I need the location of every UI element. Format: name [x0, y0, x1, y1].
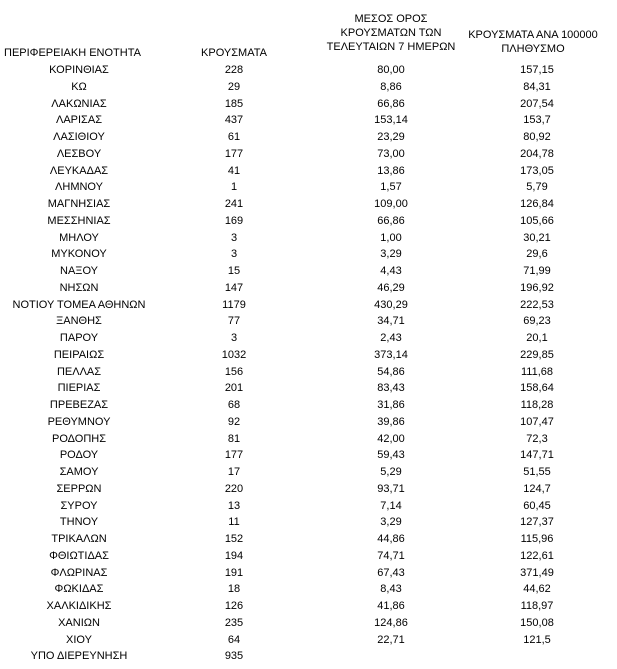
cell-avg-7-days: 31,86	[377, 399, 405, 411]
cell-cases: 185	[224, 97, 244, 110]
table-row	[0, 431, 617, 448]
table-row	[0, 531, 617, 548]
cell-per-100k: 229,85	[520, 348, 554, 361]
cell-avg-7-days: 4,43	[380, 265, 402, 277]
cell-per-100k: 147,71	[520, 449, 554, 462]
cell-region: ΦΘΙΩΤΙΔΑΣ	[49, 549, 109, 562]
cell-cases: 935	[224, 650, 244, 663]
cell-avg-7-days: 23,29	[377, 131, 405, 143]
table-row	[0, 447, 617, 464]
cell-region: ΛΑΚΩΝΙΑΣ	[51, 97, 107, 110]
table-row	[0, 62, 617, 79]
cell-per-100k: 29,6	[526, 248, 548, 261]
cell-cases: 3	[230, 332, 238, 344]
header-avg-line: ΤΕΛΕΥΤΑΙΩΝ 7 ΗΜΕΡΩΝ	[326, 41, 456, 53]
table-row	[0, 313, 617, 330]
cell-avg-7-days: 430,29	[374, 298, 408, 311]
cell-avg-7-days: 34,71	[377, 315, 405, 328]
cell-region: ΣΥΡΟΥ	[60, 499, 98, 512]
cell-per-100k: 51,55	[523, 466, 551, 478]
cell-per-100k: 118,28	[520, 399, 554, 411]
cell-avg-7-days: 66,86	[377, 214, 405, 227]
cell-avg-7-days: 2,43	[380, 332, 402, 344]
cell-region: ΠΕΛΛΑΣ	[56, 365, 102, 378]
cell-region: ΛΑΣΙΘΙΟΥ	[53, 131, 105, 143]
table-row	[0, 230, 617, 247]
cell-region: ΜΕΣΣΗΝΙΑΣ	[47, 214, 111, 227]
cell-cases: 156	[224, 365, 244, 378]
table-row	[0, 297, 617, 314]
cell-avg-7-days: 3,29	[380, 516, 402, 529]
cell-region: ΜΗΛΟΥ	[59, 231, 99, 244]
cell-avg-7-days: 44,86	[377, 533, 405, 545]
header-cases-text: ΚΡΟΥΣΜΑΤΑ	[201, 47, 267, 59]
cell-per-100k: 150,08	[520, 616, 554, 629]
cell-region: ΤΡΙΚΑΛΩΝ	[51, 533, 107, 545]
table-row	[0, 414, 617, 431]
cell-region: ΞΑΝΘΗΣ	[56, 315, 102, 328]
cell-region: ΧΑΛΚΙΔΙΚΗΣ	[46, 600, 112, 612]
cell-avg-7-days: 13,86	[377, 164, 405, 177]
cell-cases: 77	[227, 315, 241, 328]
cell-cases: 220	[224, 482, 244, 495]
cell-avg-7-days: 8,43	[380, 583, 402, 596]
cell-cases: 29	[227, 80, 241, 93]
cell-region: ΥΠΟ ΔΙΕΡΕΥΝΗΣΗ	[30, 650, 128, 663]
header-per-100k	[458, 28, 608, 56]
cell-avg-7-days: 74,71	[377, 549, 405, 562]
cell-cases: 241	[224, 198, 244, 210]
header-avg-line: ΚΡΟΥΣΜΑΤΩΝ ΤΩΝ	[340, 27, 442, 39]
table-row	[0, 280, 617, 297]
cell-cases: 169	[224, 214, 244, 227]
table-row	[0, 380, 617, 397]
cell-cases: 191	[224, 566, 244, 579]
cell-per-100k: 118,97	[520, 600, 554, 612]
cell-avg-7-days: 93,71	[377, 482, 405, 495]
cell-cases: 92	[227, 415, 241, 428]
cell-per-100k: 222,53	[520, 298, 554, 311]
cell-region: ΛΗΜΝΟΥ	[55, 181, 103, 194]
cell-per-100k: 105,66	[520, 214, 554, 227]
cell-region: ΦΩΚΙΔΑΣ	[54, 583, 104, 596]
cell-avg-7-days: 59,43	[377, 449, 405, 462]
cell-region: ΛΑΡΙΣΑΣ	[55, 114, 102, 127]
cell-region: ΛΕΥΚΑΔΑΣ	[49, 164, 109, 177]
cell-cases: 17	[227, 466, 241, 478]
cell-cases: 41	[227, 164, 241, 177]
cell-cases: 1179	[222, 298, 246, 311]
header-region-text: ΠΕΡΙΦΕΡΕΙΑΚΗ ΕΝΟΤΗΤΑ	[4, 47, 141, 59]
cell-cases: 11	[228, 516, 240, 529]
cell-avg-7-days: 153,14	[374, 114, 408, 127]
table-row	[0, 347, 617, 364]
table-row	[0, 364, 617, 381]
table-row	[0, 79, 617, 96]
cell-region: ΜΥΚΟΝΟΥ	[51, 248, 107, 261]
cell-per-100k: 107,47	[520, 415, 554, 428]
table-row	[0, 96, 617, 113]
table-row	[0, 648, 617, 665]
cell-cases: 18	[227, 583, 241, 596]
table-row	[0, 565, 617, 582]
cell-region: ΠΡΕΒΕΖΑΣ	[49, 399, 109, 411]
header-per-line: ΚΡΟΥΣΜΑΤΑ ΑΝΑ 100000	[468, 29, 598, 41]
table-row	[0, 548, 617, 565]
table-row	[0, 213, 617, 230]
cell-per-100k: 157,15	[520, 64, 554, 76]
cell-avg-7-days: 66,86	[377, 97, 405, 110]
cell-per-100k: 126,84	[520, 198, 554, 210]
cell-per-100k: 121,5	[523, 633, 551, 646]
cell-region: ΧΙΟΥ	[66, 633, 92, 646]
cell-cases: 177	[224, 449, 244, 462]
cell-avg-7-days: 5,29	[380, 466, 402, 478]
cell-per-100k: 153,7	[523, 114, 551, 127]
cell-region: ΣΑΜΟΥ	[59, 466, 99, 478]
cell-per-100k: 84,31	[523, 80, 551, 93]
cell-avg-7-days: 373,14	[374, 348, 408, 361]
cell-cases: 1	[230, 181, 238, 194]
cell-per-100k: 30,21	[523, 231, 551, 244]
table-row	[0, 112, 617, 129]
table-row	[0, 615, 617, 632]
cell-per-100k: 127,37	[520, 516, 554, 529]
table-row	[0, 498, 617, 515]
cell-per-100k: 69,23	[523, 315, 551, 328]
cell-cases: 61	[227, 131, 241, 143]
cell-region: ΡΟΔΟΠΗΣ	[51, 432, 107, 445]
cell-per-100k: 173,05	[520, 164, 554, 177]
cell-region: ΡΕΘΥΜΝΟΥ	[47, 415, 111, 428]
cell-cases: 15	[227, 265, 241, 277]
table-row	[0, 632, 617, 649]
table-body	[0, 62, 617, 665]
table-row	[0, 196, 617, 213]
table-row	[0, 263, 617, 280]
cell-avg-7-days: 67,43	[377, 566, 405, 579]
cell-region: ΠΙΕΡΙΑΣ	[57, 382, 101, 395]
cell-per-100k: 20,1	[526, 332, 548, 344]
cell-avg-7-days: 3,29	[380, 248, 402, 261]
cell-cases: 194	[224, 549, 244, 562]
cell-per-100k: 204,78	[520, 147, 554, 160]
cell-region: ΝΑΞΟΥ	[60, 265, 98, 277]
cell-cases: 13	[227, 499, 241, 512]
header-region	[4, 46, 154, 60]
cell-cases: 3	[230, 248, 238, 261]
cell-per-100k: 196,92	[520, 281, 554, 294]
cell-cases: 437	[224, 114, 244, 127]
cell-per-100k: 115,96	[520, 533, 554, 545]
cell-cases: 147	[224, 281, 244, 294]
cell-region: ΛΕΣΒΟΥ	[56, 147, 102, 160]
cell-region: ΦΛΩΡΙΝΑΣ	[50, 566, 108, 579]
cell-per-100k: 122,61	[520, 549, 554, 562]
cell-cases: 152	[224, 533, 244, 545]
cell-cases: 68	[227, 399, 241, 411]
table-row	[0, 129, 617, 146]
table-row	[0, 163, 617, 180]
cell-per-100k: 71,99	[523, 265, 551, 277]
cell-avg-7-days: 124,86	[374, 616, 408, 629]
cell-cases: 81	[227, 432, 241, 445]
cell-avg-7-days: 1,57	[380, 181, 402, 194]
cell-per-100k: 124,7	[523, 482, 551, 495]
cell-cases: 235	[224, 616, 244, 629]
cell-cases: 177	[224, 147, 244, 160]
cell-avg-7-days: 42,00	[377, 432, 405, 445]
table-row	[0, 581, 617, 598]
cell-avg-7-days: 73,00	[377, 147, 405, 160]
cell-region: ΧΑΝΙΩΝ	[58, 616, 100, 629]
cell-per-100k: 5,79	[526, 181, 548, 194]
cell-per-100k: 371,49	[520, 566, 554, 579]
cell-avg-7-days: 54,86	[377, 365, 405, 378]
cell-region: ΚΟΡΙΝΘΙΑΣ	[49, 64, 109, 76]
cell-avg-7-days: 46,29	[377, 281, 405, 294]
header-cases	[186, 46, 282, 60]
cell-cases: 126	[224, 600, 244, 612]
cell-cases: 201	[224, 382, 244, 395]
table-row	[0, 598, 617, 615]
table-row	[0, 246, 617, 263]
table-row	[0, 330, 617, 347]
cell-region: ΡΟΔΟΥ	[59, 449, 99, 462]
cell-region: ΠΕΙΡΑΙΩΣ	[53, 348, 105, 361]
table-row	[0, 514, 617, 531]
table-row	[0, 179, 617, 196]
cell-per-100k: 207,54	[520, 97, 554, 110]
table-row	[0, 146, 617, 163]
cell-region: ΜΑΓΝΗΣΙΑΣ	[47, 198, 111, 210]
table-row	[0, 481, 617, 498]
cell-region: ΣΕΡΡΩΝ	[56, 482, 102, 495]
cell-cases: 228	[224, 64, 244, 76]
cell-cases: 3	[230, 231, 238, 244]
cell-per-100k: 158,64	[520, 382, 554, 395]
cell-avg-7-days: 8,86	[380, 80, 402, 93]
header-avg-line: ΜΕΣΟΣ ΟΡΟΣ	[354, 13, 428, 25]
cell-per-100k: 44,62	[523, 583, 551, 596]
cell-per-100k: 72,3	[526, 432, 548, 445]
cell-per-100k: 60,45	[523, 499, 551, 512]
table-row	[0, 397, 617, 414]
cell-avg-7-days: 109,00	[374, 198, 408, 210]
cell-region: ΚΩ	[71, 80, 87, 93]
cell-region: ΤΗΝΟΥ	[59, 516, 99, 529]
cell-region: ΝΟΤΙΟΥ ΤΟΜΕΑ ΑΘΗΝΩΝ	[12, 298, 146, 311]
cell-avg-7-days: 41,86	[377, 600, 405, 612]
cell-avg-7-days: 7,14	[380, 499, 402, 512]
header-avg-7-days	[316, 12, 466, 54]
cell-region: ΝΗΣΩΝ	[59, 281, 99, 294]
cell-avg-7-days: 1,00	[380, 231, 402, 244]
cell-avg-7-days: 83,43	[377, 382, 405, 395]
cell-per-100k: 80,92	[523, 131, 551, 143]
cell-avg-7-days: 22,71	[377, 633, 405, 646]
header-per-line: ΠΛΗΘΥΣΜΟ	[501, 43, 565, 55]
cell-avg-7-days: 80,00	[377, 64, 405, 76]
cell-region: ΠΑΡΟΥ	[59, 332, 99, 344]
cell-cases: 1032	[221, 348, 247, 361]
cell-cases: 64	[227, 633, 241, 646]
cell-avg-7-days: 39,86	[377, 415, 405, 428]
cell-per-100k: 111,68	[520, 365, 553, 378]
table-row	[0, 464, 617, 481]
